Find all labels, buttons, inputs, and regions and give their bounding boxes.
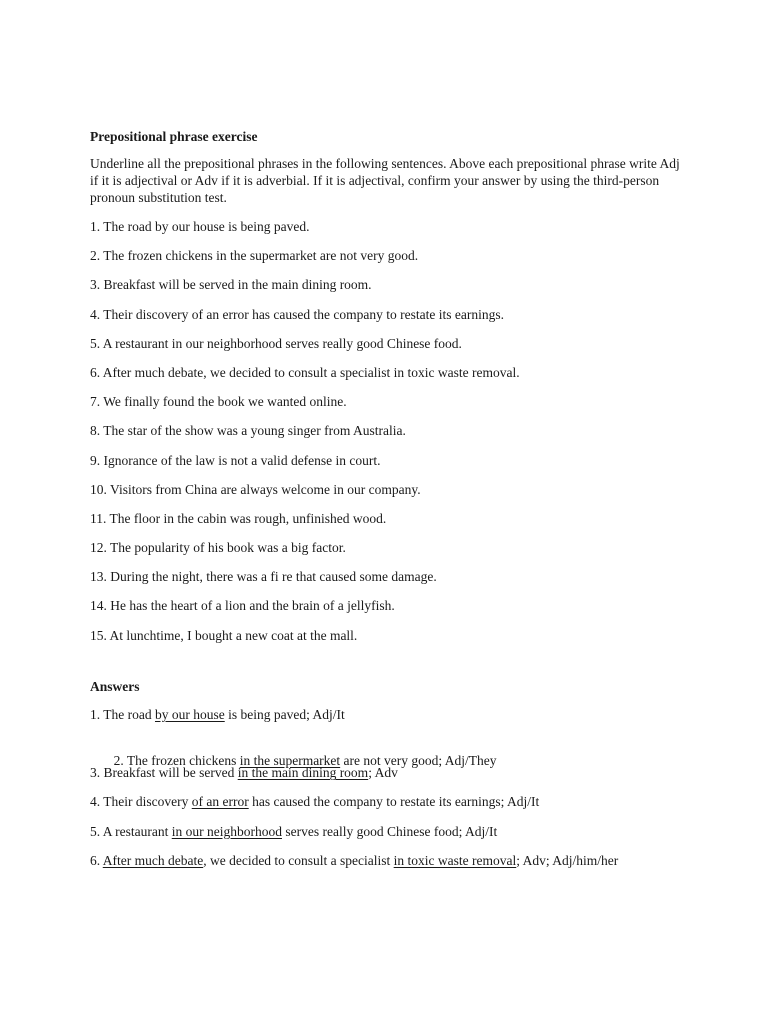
answer-text: serves really good Chinese food; Adj/It xyxy=(281,823,498,839)
instructions-paragraph: Underline all the prepositional phrases in the following sentences. Above each prepositional phrase write Adj if it is adjectival or Adv if it is adverbial. If it is adjectival, confirm your answer by using the third-person pronoun substitution test. xyxy=(90,156,680,205)
underlined-phrase: in toxic waste removal xyxy=(393,852,517,868)
exercise-sentence: 7. We finally found the book we wanted online. xyxy=(90,394,347,410)
answer-text: ; Adv xyxy=(368,765,398,781)
exercise-sentence: 8. The star of the show was a young singer from Australia. xyxy=(90,423,406,439)
exercise-sentence-list xyxy=(90,218,690,656)
answer-text: ; Adv; Adj/him/her xyxy=(516,852,619,868)
answer-text: is being paved; Adj/It xyxy=(224,706,345,722)
exercise-sentence: 3. Breakfast will be served in the main dining room. xyxy=(90,277,372,293)
answer-line xyxy=(90,823,690,852)
exercise-sentence: 9. Ignorance of the law is not a valid defense in court. xyxy=(90,452,381,468)
answer-text: 3. Breakfast will be served xyxy=(90,765,238,781)
exercise-sentence: 15. At lunchtime, I bought a new coat at the mall. xyxy=(90,627,358,643)
answer-text: , we decided to consult a specialist xyxy=(203,852,394,868)
answer-text: 6. xyxy=(90,852,103,868)
exercise-sentence: 11. The floor in the cabin was rough, unfinished wood. xyxy=(90,510,387,526)
answer-line xyxy=(90,764,690,793)
exercise-sentence: 13. During the night, there was a fi re that caused some damage. xyxy=(90,569,437,585)
exercise-sentence: 10. Visitors from China are always welcome in our company. xyxy=(90,481,421,497)
answer-text: 2. The frozen chickens xyxy=(110,753,240,768)
answers-heading: Answers xyxy=(90,678,140,694)
underlined-phrase: After much debate xyxy=(102,852,204,868)
underlined-phrase: by our house xyxy=(154,706,225,722)
exercise-sentence: 1. The road by our house is being paved. xyxy=(90,219,310,234)
underlined-phrase: in our neighborhood xyxy=(171,823,282,839)
exercise-sentence: 12. The popularity of his book was a big factor. xyxy=(90,540,346,556)
document-page xyxy=(90,128,690,881)
underlined-phrase: in the main dining room xyxy=(237,765,369,781)
answer-text: 4. Their discovery xyxy=(90,794,192,810)
answer-list xyxy=(90,706,690,881)
answer-line xyxy=(90,852,690,881)
answer-text: 1. The road xyxy=(90,706,155,722)
page-title: Prepositional phrase exercise xyxy=(90,129,258,144)
exercise-sentence: 6. After much debate, we decided to consult a specialist in toxic waste removal. xyxy=(90,364,520,380)
answer-line xyxy=(90,735,690,768)
exercise-sentence: 5. A restaurant in our neighborhood serves really good Chinese food. xyxy=(90,335,462,351)
answer-text: 5. A restaurant xyxy=(90,823,172,839)
answer-text: has caused the company to restate its earnings; Adj/It xyxy=(248,794,540,810)
exercise-sentence: 14. He has the heart of a lion and the brain of a jellyfish. xyxy=(90,598,395,614)
answer-line xyxy=(90,793,690,822)
exercise-sentence: 4. Their discovery of an error has caused the company to restate its earnings. xyxy=(90,306,504,322)
underlined-phrase: in the supermarket xyxy=(239,753,341,768)
exercise-sentence: 2. The frozen chickens in the supermarket are not very good. xyxy=(90,248,419,264)
underlined-phrase: of an error xyxy=(191,794,249,810)
answer-line xyxy=(90,706,690,735)
answer-text: are not very good; Adj/They xyxy=(340,753,497,768)
